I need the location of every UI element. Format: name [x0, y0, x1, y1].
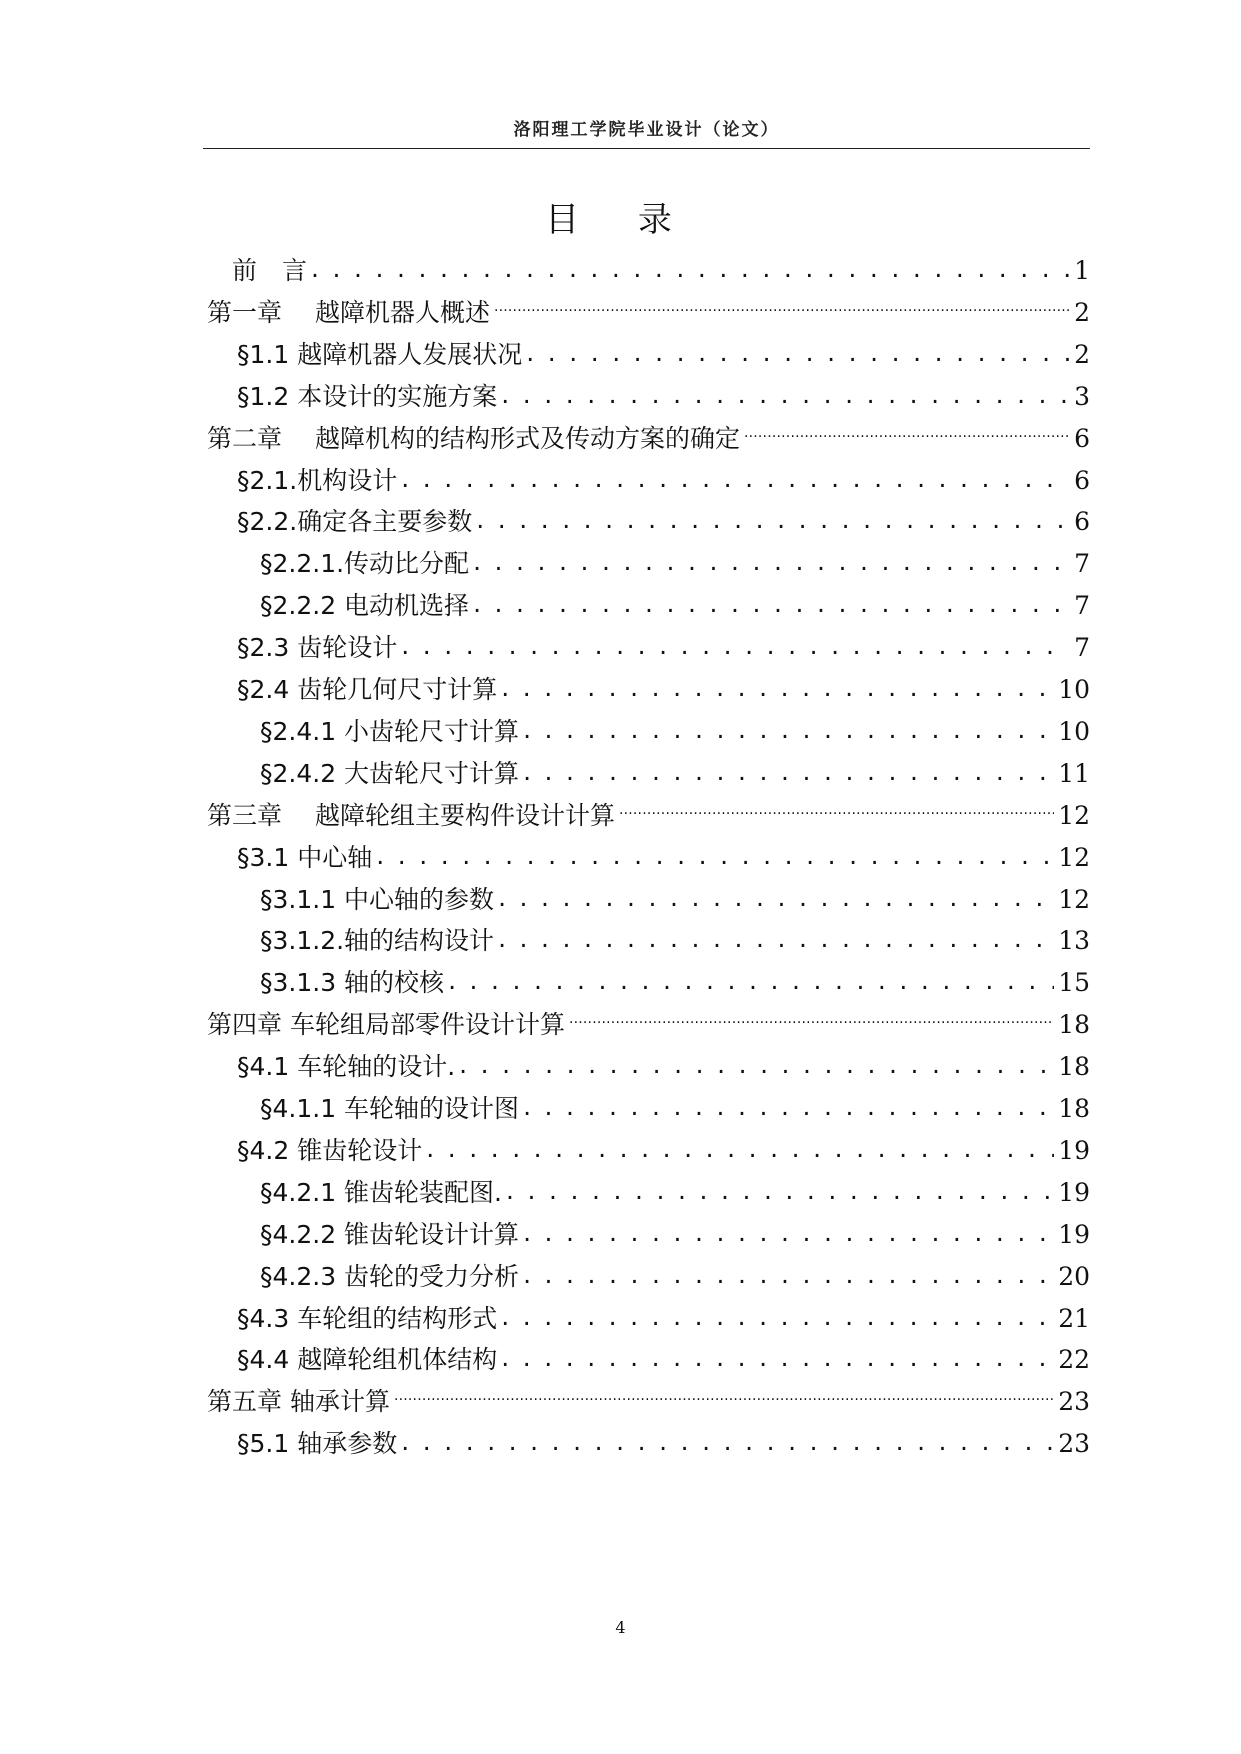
toc-entry[interactable]: [237, 1128, 1090, 1168]
toc-entry-page: 6: [1074, 466, 1090, 495]
toc-entry[interactable]: [260, 877, 1090, 917]
dot-leader: [401, 1427, 1054, 1461]
toc-entry-page: 23: [1058, 1429, 1090, 1458]
toc-entry-label: 第三章 越障轮组主要构件设计计算: [207, 801, 615, 830]
toc-entry[interactable]: [207, 1002, 1090, 1042]
toc-entry[interactable]: [237, 1337, 1090, 1377]
toc-entry[interactable]: [232, 248, 1090, 288]
dot-leader: [494, 296, 1070, 330]
toc-entry-label: §4.1.1 车轮轴的设计图: [260, 1094, 520, 1123]
toc-entry[interactable]: [237, 332, 1090, 372]
toc-entry-label: §2.4 齿轮几何尺寸计算: [237, 675, 498, 704]
toc-entry-label: 前 言: [232, 256, 308, 285]
toc-entry-page: 18: [1058, 1094, 1090, 1123]
toc-entry-page: 19: [1058, 1178, 1090, 1207]
toc-entry-label: 第二章 越障机构的结构形式及传动方案的确定: [207, 424, 740, 453]
toc-entry[interactable]: [207, 793, 1090, 833]
toc-entry[interactable]: [237, 1421, 1090, 1461]
toc-entry[interactable]: [237, 667, 1090, 707]
toc-entry-label: §3.1.2.轴的结构设计: [260, 926, 495, 955]
toc-entry-label: §2.4.2 大齿轮尺寸计算: [260, 759, 520, 788]
dot-leader: [311, 254, 1070, 288]
toc-entry[interactable]: [237, 1044, 1090, 1084]
toc-entry-label: 第四章 车轮组局部零件设计计算: [207, 1010, 565, 1039]
toc-entry[interactable]: [207, 416, 1090, 456]
toc-entry-page: 10: [1058, 675, 1090, 704]
dot-leader: [459, 1050, 1054, 1084]
toc-entry-label: §3.1 中心轴: [237, 843, 373, 872]
toc-entry-page: 12: [1058, 843, 1090, 872]
toc-entry-page: 6: [1074, 424, 1090, 453]
dot-leader: [526, 338, 1070, 372]
toc-entry-label: §4.1 车轮轴的设计.: [237, 1052, 456, 1081]
dot-leader: [523, 1092, 1054, 1126]
dot-leader: [394, 1385, 1054, 1419]
toc-entry-page: 2: [1074, 298, 1090, 327]
toc-entry-label: §2.2.2 电动机选择: [260, 591, 470, 620]
toc-entry[interactable]: [237, 458, 1090, 498]
toc-entry-page: 7: [1074, 633, 1090, 662]
toc-entry-label: §1.2 本设计的实施方案: [237, 382, 498, 411]
toc-entry[interactable]: [207, 290, 1090, 330]
dot-leader: [523, 715, 1054, 749]
dot-leader: [523, 1260, 1054, 1294]
toc-entry-page: 19: [1058, 1136, 1090, 1165]
toc-entry-page: 3: [1074, 382, 1090, 411]
toc-entry[interactable]: [260, 709, 1090, 749]
toc-entry-page: 19: [1058, 1220, 1090, 1249]
dot-leader: [473, 547, 1070, 581]
header-rule: [203, 148, 1090, 149]
dot-leader: [473, 589, 1070, 623]
dot-leader: [498, 924, 1054, 958]
toc-entry-label: §4.2.3 齿轮的受力分析: [260, 1262, 520, 1291]
running-header: 洛阳理工学院毕业设计（论文）: [513, 120, 780, 140]
toc-entry[interactable]: [260, 1212, 1090, 1252]
dot-leader: [506, 1176, 1054, 1210]
dot-leader: [426, 1134, 1054, 1168]
dot-leader: [448, 966, 1054, 1000]
dot-leader: [376, 841, 1054, 875]
toc-entry[interactable]: [237, 499, 1090, 539]
toc-entry-page: 12: [1058, 885, 1090, 914]
toc-entry-page: 18: [1058, 1052, 1090, 1081]
toc-entry[interactable]: [260, 583, 1090, 623]
toc-entry-page: 20: [1058, 1262, 1090, 1291]
toc-entry-label: §2.1.机构设计: [237, 466, 398, 495]
toc-entry[interactable]: [237, 835, 1090, 875]
page-number: 4: [615, 1618, 626, 1637]
toc-entry-label: §4.2.1 锥齿轮装配图.: [260, 1178, 503, 1207]
toc-entry-label: §2.2.确定各主要参数: [237, 507, 473, 536]
toc-entry-label: §4.2.2 锥齿轮设计计算: [260, 1220, 520, 1249]
toc-entry-label: §4.4 越障轮组机体结构: [237, 1345, 498, 1374]
dot-leader: [523, 1218, 1054, 1252]
toc-entry-page: 7: [1074, 591, 1090, 620]
toc-entry[interactable]: [260, 541, 1090, 581]
toc-entry[interactable]: [237, 374, 1090, 414]
dot-leader: [501, 1343, 1054, 1377]
toc-entry[interactable]: [207, 1379, 1090, 1419]
dot-leader: [401, 631, 1070, 665]
toc-entry-page: 13: [1058, 926, 1090, 955]
toc-entry[interactable]: [260, 751, 1090, 791]
toc-title: 目 录: [545, 200, 696, 240]
toc-entry-page: 10: [1058, 717, 1090, 746]
toc-entry-label: §2.4.1 小齿轮尺寸计算: [260, 717, 520, 746]
toc-entry-label: §5.1 轴承参数: [237, 1429, 398, 1458]
toc-entry-page: 21: [1058, 1304, 1090, 1333]
dot-leader: [619, 799, 1054, 833]
toc-entry-label: §2.2.1.传动比分配: [260, 549, 470, 578]
toc-entry[interactable]: [260, 1170, 1090, 1210]
dot-leader: [401, 464, 1070, 498]
toc-entry[interactable]: [237, 1296, 1090, 1336]
dot-leader: [501, 673, 1054, 707]
toc-entry-label: §4.2 锥齿轮设计: [237, 1136, 423, 1165]
dot-leader: [501, 380, 1070, 414]
dot-leader: [498, 883, 1054, 917]
toc-entry[interactable]: [260, 1254, 1090, 1294]
toc-entry-page: 1: [1074, 256, 1090, 285]
toc-entry[interactable]: [260, 918, 1090, 958]
toc-entry-label: 第五章 轴承计算: [207, 1387, 390, 1416]
toc-entry-label: §3.1.3 轴的校核: [260, 968, 445, 997]
toc-entry-label: 第一章 越障机器人概述: [207, 298, 490, 327]
dot-leader: [744, 422, 1070, 456]
dot-leader: [476, 505, 1070, 539]
toc-entry[interactable]: [260, 1086, 1090, 1126]
toc-entry-page: 7: [1074, 549, 1090, 578]
toc-entry-page: 23: [1058, 1387, 1090, 1416]
dot-leader: [523, 757, 1054, 791]
toc-entry-page: 11: [1058, 759, 1090, 788]
toc-entry-page: 15: [1058, 968, 1090, 997]
toc-entry-page: 6: [1074, 507, 1090, 536]
dot-leader: [569, 1008, 1054, 1042]
dot-leader: [501, 1302, 1054, 1336]
toc-entry-label: §3.1.1 中心轴的参数: [260, 885, 495, 914]
toc-entry-page: 12: [1058, 801, 1090, 830]
toc-entry-page: 22: [1058, 1345, 1090, 1374]
toc-entry-label: §1.1 越障机器人发展状况: [237, 340, 523, 369]
toc-entry-label: §4.3 车轮组的结构形式: [237, 1304, 498, 1333]
toc-entry[interactable]: [237, 625, 1090, 665]
toc-entry-page: 18: [1058, 1010, 1090, 1039]
toc-entry-page: 2: [1074, 340, 1090, 369]
toc-entry[interactable]: [260, 960, 1090, 1000]
toc-entry-label: §2.3 齿轮设计: [237, 633, 398, 662]
